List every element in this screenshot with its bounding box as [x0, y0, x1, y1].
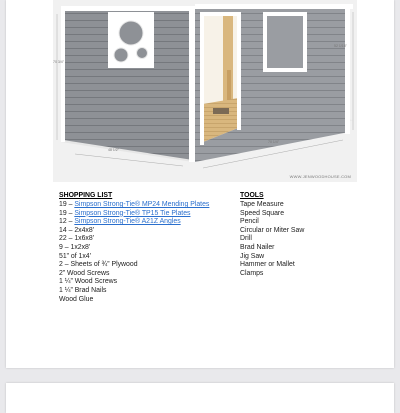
product-link[interactable]: Simpson Strong-Tie® A21Z Angles	[74, 218, 181, 226]
watermark: WWW.JENWOODHOUSE.COM	[289, 174, 351, 179]
tool-item: Drill	[240, 235, 252, 243]
shopping-list-item[interactable]	[59, 210, 234, 219]
tool-item: Brad Nailer	[240, 244, 275, 252]
item-quantity: 19 –	[59, 201, 75, 209]
item-text: 1 ¼” Brad Nails	[59, 287, 107, 295]
dimension-label: 52 1/16"	[334, 44, 347, 48]
item-text: 2” Wood Screws	[59, 269, 110, 277]
product-link[interactable]: Simpson Strong-Tie® TP15 Tie Plates	[74, 209, 191, 217]
item-text: 2 – Sheets of ¾” Plywood	[59, 261, 138, 269]
shopping-list-item	[59, 296, 234, 305]
item-text: 1 ¼” Wood Screws	[59, 278, 118, 286]
item-text: 51” of 1x4’	[59, 252, 92, 260]
dimension-label: 70 3/4"	[53, 60, 64, 64]
shopping-list-item	[59, 287, 234, 296]
document-page	[6, 0, 394, 368]
product-link[interactable]: Simpson Strong-Tie® MP24 Mending Plates	[74, 201, 210, 209]
item-text: Wood Glue	[59, 295, 94, 303]
item-text: 14 – 2x4x8’	[59, 226, 95, 234]
tool-item: Circular or Miter Saw	[240, 226, 305, 234]
next-page	[6, 383, 394, 413]
item-text: 9 – 1x2x8’	[59, 244, 91, 252]
shopping-list-item[interactable]	[59, 218, 234, 227]
shopping-list-item	[59, 253, 234, 262]
shopping-list	[59, 192, 234, 304]
tool-item: Pencil	[240, 218, 259, 226]
item-quantity: 12 –	[59, 218, 75, 226]
dimension-label: 48 1/2"	[108, 148, 119, 152]
tools-heading: TOOLS	[240, 192, 264, 199]
item-text: 22 – 1x6x8’	[59, 235, 95, 243]
item-quantity: 19 –	[59, 209, 75, 217]
tool-item: Tape Measure	[240, 201, 284, 209]
shopping-list-heading: SHOPPING LIST	[59, 192, 113, 199]
playhouse-drawing	[53, 0, 357, 182]
playhouse-illustration	[53, 0, 357, 182]
tool-item: Clamps	[240, 269, 264, 277]
shopping-list-item	[59, 235, 234, 244]
shopping-list-item	[59, 270, 234, 279]
tools-list	[240, 192, 380, 278]
dimension-label: 70 1/4"	[268, 140, 279, 144]
shopping-list-item[interactable]	[59, 201, 234, 210]
shopping-list-item	[59, 278, 234, 287]
shopping-list-item	[59, 261, 234, 270]
tool-item: Jig Saw	[240, 252, 265, 260]
tool-item: Speed Square	[240, 209, 285, 217]
tool-item: Hammer or Mallet	[240, 261, 295, 269]
shopping-list-item	[59, 227, 234, 236]
shopping-list-item	[59, 244, 234, 253]
